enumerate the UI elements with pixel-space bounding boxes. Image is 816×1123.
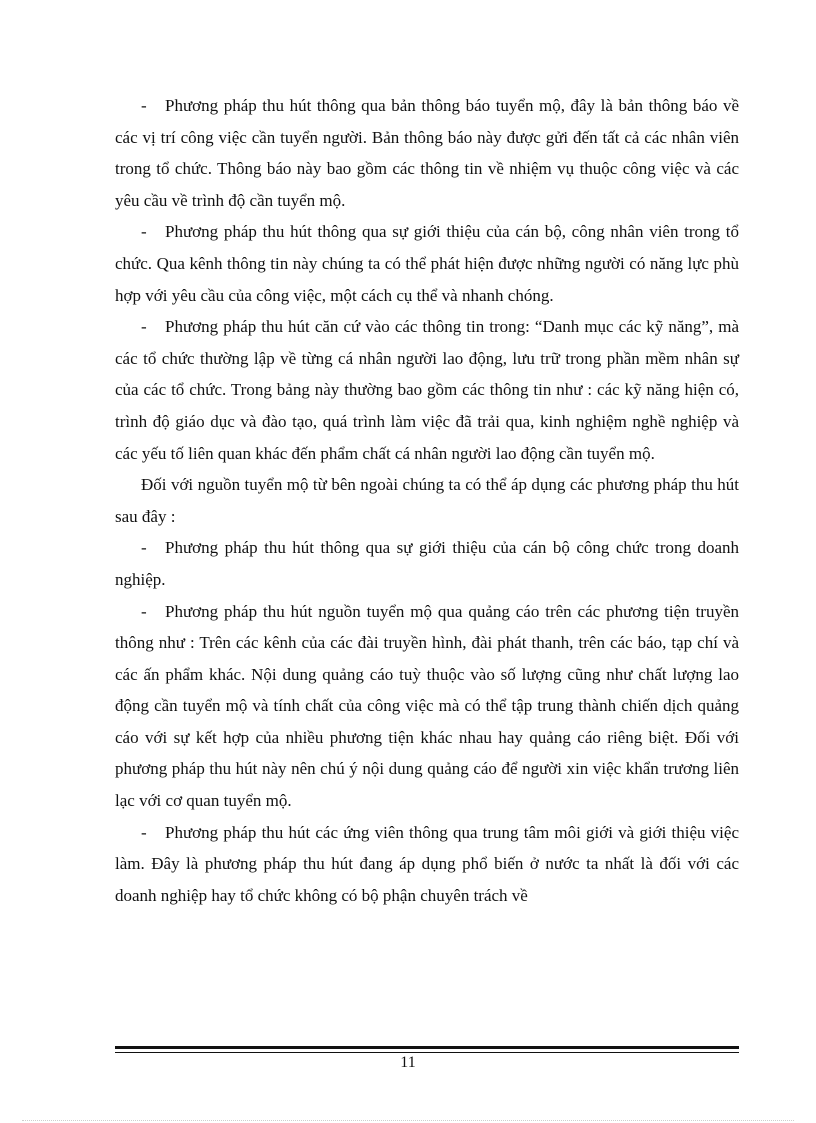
bullet-dash: - xyxy=(141,822,147,842)
paragraph-6 xyxy=(115,596,739,817)
paragraph-4 xyxy=(115,469,739,532)
paragraph-3 xyxy=(115,311,739,469)
bullet-dash: - xyxy=(141,317,147,337)
bullet-dash: - xyxy=(141,538,147,558)
paragraph-5 xyxy=(115,532,739,595)
page-body xyxy=(115,90,739,911)
paragraph-text: Đối với nguồn tuyển mộ từ bên ngoài chúng ta có thể áp dụng các phương pháp thu hút sau đây : xyxy=(115,475,739,526)
footer-rule-thin xyxy=(115,1052,739,1053)
paragraph-text: Phương pháp thu hút nguồn tuyển mộ qua quảng cáo trên các phương tiện truyền thông như : Trên các kênh của các đài truyền hình, đài phát thanh, trên các báo, tạp chí và các ấn phẩm khác. Nội dung quảng cáo tuỳ thuộc vào số lượng cũng như chất lượng lao động cần tuyển mộ và tính chất của công việc mà có thể tập trung thành chiến dịch quảng cáo với sự kết hợp của nhiều phương tiện khác nhau hay quảng cáo riêng biệt. Đối với phương pháp thu hút này nên chú ý nội dung quảng cáo để người xin việc khẩn trương liên lạc với cơ quan tuyển mộ. xyxy=(115,601,739,811)
paragraph-1 xyxy=(115,90,739,216)
page-number: 11 xyxy=(400,1054,416,1071)
paragraph-2 xyxy=(115,216,739,311)
bullet-dash: - xyxy=(141,96,147,115)
footer-rule-thick xyxy=(115,1046,739,1049)
paragraph-text: Phương pháp thu hút thông qua sự giới thiệu của cán bộ, công nhân viên trong tổ chức. Qua kênh thông tin này chúng ta có thể phát hiện được những người có năng lực phù hợp với yêu cầu của công việc, một cách cụ thể và nhanh chóng. xyxy=(115,222,739,305)
paragraph-text: Phương pháp thu hút thông qua sự giới thiệu của cán bộ công chức trong doanh nghiệp. xyxy=(115,538,739,589)
paragraph-7 xyxy=(115,817,739,912)
paragraph-text: Phương pháp thu hút các ứng viên thông qua trung tâm môi giới và giới thiệu việc làm. Đây là phương pháp thu hút đang áp dụng phổ biến ở nước ta nhất là đối với các doanh nghiệp hay tổ chức không có bộ phận chuyên trách về xyxy=(115,822,739,905)
paragraph-text: Phương pháp thu hút căn cứ vào các thông tin trong: “Danh mục các kỹ năng”, mà các tổ chức thường lập về từng cá nhân người lao động, lưu trữ trong phần mềm nhân sự của các tổ chức. Trong bảng này thường bao gồm các thông tin như : các kỹ năng hiện có, trình độ giáo dục và đào tạo, quá trình làm việc đã trải qua, kinh nghiệm nghề nghiệp và các yếu tố liên quan khác đến phẩm chất cá nhân người lao động cần tuyển mộ. xyxy=(115,317,739,463)
bullet-dash: - xyxy=(141,601,147,621)
paragraph-text: Phương pháp thu hút thông qua bản thông báo tuyển mộ, đây là bản thông báo về các vị trí công việc cần tuyển người. Bản thông báo này được gửi đến tất cả các nhân viên trong tổ chức. Thông báo này bao gồm các thông tin về nhiệm vụ thuộc công việc và các yêu cầu về trình độ cần tuyển mộ. xyxy=(115,96,739,210)
bullet-dash: - xyxy=(141,222,147,242)
page-edge-divider xyxy=(22,1120,794,1121)
